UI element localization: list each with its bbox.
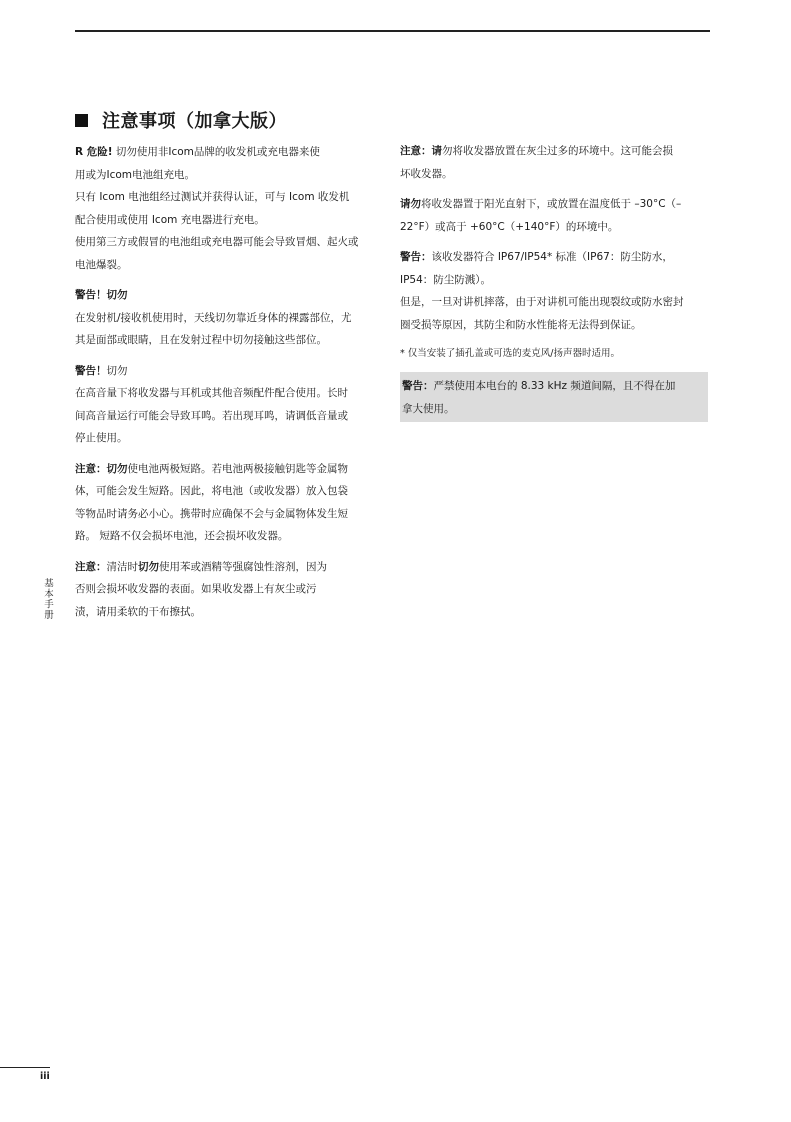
antenna-warning-heading: 警告！切勿 [75, 289, 128, 301]
danger-label: R 危险! [75, 146, 113, 158]
volume-warning-text-1: 在高音量下将收发器与耳机或其他音频配件配合使用。长时 [75, 387, 348, 399]
bottom-rule [0, 1067, 50, 1068]
dust-strong: 请 [431, 145, 442, 157]
temperature-paragraph [400, 193, 708, 238]
page-number: iii [40, 1071, 50, 1082]
ip-rating-text-3: 但是，一旦对讲机摔落，由于对讲机可能出现裂纹或防水密封 [400, 296, 684, 308]
danger-text-3: 只有 Icom 电池组经过测试并获得认证，可与 Icom 收发机 [75, 191, 350, 203]
dust-label: 注意： [400, 145, 432, 157]
section-title-text: 注意事项（加拿大版） [102, 111, 287, 132]
cleaning-text-2: 否则会损坏收发器的表面。如果收发器上有灰尘或污 [75, 583, 317, 595]
dust-text-2: 坏收发器。 [400, 167, 453, 180]
frequency-warning-box [400, 372, 708, 422]
cleaning-label: 注意： [75, 560, 107, 573]
frequency-warning-text-2: 拿大使用。 [402, 402, 455, 415]
short-circuit-caution-paragraph [75, 458, 385, 548]
danger-text-2: 用或为Icom电池组充电。 [75, 168, 196, 181]
section-title [75, 107, 287, 133]
danger-text-6: 电池爆裂。 [75, 258, 128, 271]
ip-rating-text-2: IP54：防尘防溅）。 [400, 273, 492, 286]
frequency-warning-label: 警告： [402, 380, 434, 392]
volume-warning-paragraph [75, 360, 385, 450]
cleaning-caution-paragraph [75, 556, 385, 624]
short-circuit-strong: 切勿 [106, 462, 128, 475]
cleaning-text-mid: 清洁时 [106, 560, 138, 573]
side-tab-label: 基本手册 [42, 578, 53, 620]
danger-text-4: 配合使用或使用 Icom 充电器进行充电。 [75, 213, 265, 226]
short-circuit-label: 注意： [75, 462, 107, 475]
danger-text-1: 切勿使用非Icom品牌的收发机或充电器来使 [112, 146, 320, 158]
short-circuit-text-4: 路。 短路不仅会损坏电池，还会损坏收发器。 [75, 530, 289, 542]
volume-warning-text-3: 停止使用。 [75, 432, 128, 444]
volume-warning-text-2: 间高音量运行可能会导致耳鸣。若出现耳鸣，请调低音量或 [75, 409, 348, 422]
dust-text-1: 勿将收发器放置在灰尘过多的环境中。这可能会损 [442, 145, 673, 157]
left-column [75, 141, 385, 631]
dust-caution-paragraph [400, 140, 708, 185]
short-circuit-text-1: 使电池两极短路。若电池两极接触钥匙等金属物 [127, 462, 348, 475]
antenna-warning-paragraph [75, 284, 385, 352]
right-column [400, 140, 708, 422]
short-circuit-text-3: 等物品时请务必小心。携带时应确保不会与金属物体发生短 [75, 507, 348, 520]
antenna-warning-text-1: 在发射机/接收机使用时，天线切勿靠近身体的裸露部位，尤 [75, 311, 352, 324]
footnote: * 仅当安装了插孔盖或可选的麦克风/扬声器时适用。 [400, 348, 620, 359]
ip-rating-label: 警告： [400, 251, 432, 263]
top-rule [75, 30, 710, 32]
danger-paragraph [75, 141, 385, 276]
temperature-text-1: 将收发器置于阳光直射下，或放置在温度低于 –30°C（– [421, 198, 682, 210]
black-square-icon [75, 114, 88, 127]
cleaning-text-3: 渍，请用柔软的干布擦拭。 [75, 605, 201, 618]
temperature-strong: 请勿 [400, 198, 421, 210]
volume-warning-label: 警告！ [75, 364, 107, 377]
temperature-text-2: 22°F）或高于 +60°C（+140°F）的环境中。 [400, 220, 619, 233]
volume-warning-heading-rest: 切勿 [106, 364, 128, 377]
danger-text-5: 使用第三方或假冒的电池组或充电器可能会导致冒烟、起火或 [75, 236, 359, 248]
ip-rating-text-1: 该收发器符合 IP67/IP54* 标准（IP67：防尘防水， [431, 251, 673, 263]
frequency-warning-text-1: 严禁使用本电台的 8.33 kHz 频道间隔，且不得在加 [433, 380, 676, 392]
ip-rating-paragraph [400, 246, 708, 336]
ip-rating-text-4: 圈受损等原因，其防尘和防水性能将无法得到保证。 [400, 318, 642, 331]
cleaning-strong: 切勿 [138, 560, 159, 573]
cleaning-text-1: 使用苯或酒精等强腐蚀性溶剂，因为 [159, 560, 327, 573]
antenna-warning-text-2: 其是面部或眼睛，且在发射过程中切勿接触这些部位。 [75, 334, 327, 346]
short-circuit-text-2: 体，可能会发生短路。因此，将电池（或收发器）放入包袋 [75, 485, 348, 497]
